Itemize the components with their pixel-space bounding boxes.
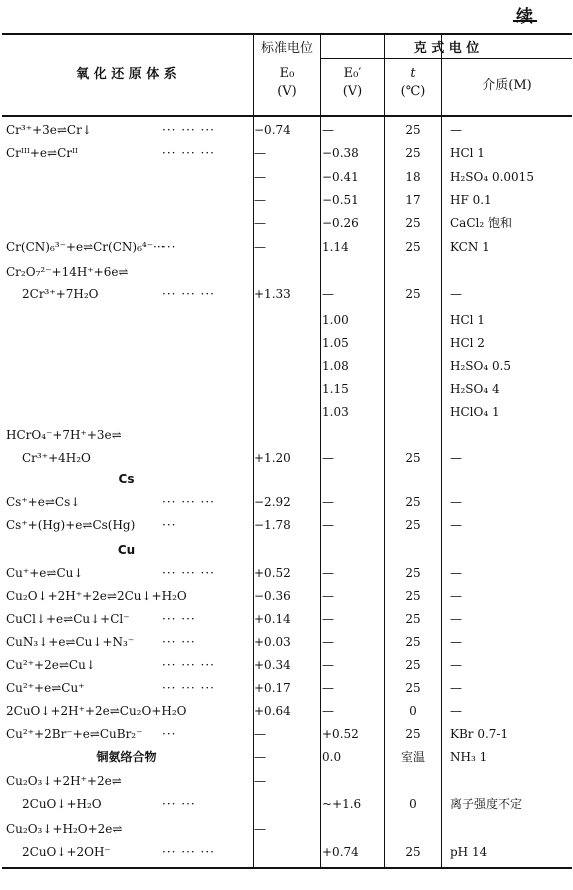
header-formal-potential: 克 式 电 位	[413, 41, 480, 56]
table-row	[0, 793, 573, 816]
temperature-value: 25	[405, 566, 421, 580]
medium-value: H₂SO₄ 0.5	[450, 359, 512, 373]
temperature-value: 25	[405, 681, 421, 695]
standard-potential-value: +0.34	[254, 658, 291, 672]
medium-value: —	[450, 704, 462, 718]
table-row	[0, 142, 573, 165]
continued-label: 续	[516, 7, 533, 27]
medium-value: —	[450, 658, 462, 672]
temperature-value: 25	[405, 287, 421, 301]
temperature-value: 25	[405, 635, 421, 649]
temperature-value: 25	[405, 518, 421, 532]
formal-potential-subrule	[321, 58, 572, 59]
standard-potential-value: —	[254, 774, 266, 788]
header-system: 氧 化 还 原 体 系	[76, 67, 177, 82]
temperature-value: 25	[405, 495, 421, 509]
table-bottom-rule	[2, 867, 572, 869]
medium-value: H₂SO₄ 4	[450, 382, 500, 396]
table-row	[0, 654, 573, 677]
formal-potential-value: —	[322, 658, 334, 672]
medium-value: —	[450, 635, 462, 649]
table-row	[0, 677, 573, 700]
header-t: t	[410, 66, 416, 81]
medium-value: NH₃ 1	[450, 750, 488, 764]
medium-value: —	[450, 495, 462, 509]
table-row	[0, 401, 573, 424]
table-row	[0, 585, 573, 608]
medium-value: HClO₄ 1	[450, 405, 500, 419]
leader-dots: ··· ···	[162, 635, 196, 649]
standard-potential-value: +1.33	[254, 287, 291, 301]
formal-potential-value: —	[322, 635, 334, 649]
redox-system: 铜氨络合物	[96, 750, 157, 764]
redox-system: Cs⁺+(Hg)+e⇌Cs(Hg)	[6, 518, 136, 532]
redox-system: CuCl↓+e⇌Cu↓+Cl⁻	[6, 612, 130, 626]
leader-dots: ··· ··· ···	[162, 658, 215, 672]
redox-system: Cu²⁺+2e⇌Cu↓	[6, 658, 96, 672]
medium-value: pH 14	[450, 845, 488, 859]
standard-potential-value: —	[254, 170, 266, 184]
formal-potential-value: —	[322, 495, 334, 509]
formal-potential-value: —	[322, 681, 334, 695]
medium-value: KBr 0.7-1	[450, 727, 509, 741]
standard-potential-value: —	[254, 727, 266, 741]
header-e0p-unit: (V)	[342, 84, 363, 99]
table-row	[0, 236, 573, 259]
standard-potential-value: −1.78	[254, 518, 291, 532]
temperature-value: 25	[405, 146, 421, 160]
medium-value: —	[450, 518, 462, 532]
formal-potential-value: —	[322, 287, 334, 301]
formal-potential-value: —	[322, 612, 334, 626]
table-row	[0, 189, 573, 212]
standard-potential-value: —	[254, 822, 266, 836]
formal-potential-value: −0.26	[322, 216, 359, 230]
redox-system: Cr₂O₇²⁻+14H⁺+6e⇌	[6, 265, 129, 279]
redox-system: Cu²⁺+2Br⁻+e⇌CuBr₂⁻	[6, 727, 143, 741]
header-e0p: E₀′	[343, 66, 362, 81]
table-row	[0, 166, 573, 189]
table-row	[0, 355, 573, 378]
table-row	[0, 746, 573, 769]
table-row	[0, 309, 573, 332]
leader-dots: ···	[162, 240, 177, 254]
formal-potential-value: ~+1.6	[322, 797, 362, 811]
standard-potential-value: +0.14	[254, 612, 291, 626]
formal-potential-value: 1.15	[322, 382, 349, 396]
redox-system: Cs	[118, 472, 135, 486]
temperature-value: 25	[405, 612, 421, 626]
table-row	[0, 631, 573, 654]
table-row	[0, 424, 573, 447]
formal-potential-value: −0.51	[322, 193, 359, 207]
header-medium: 介质(M)	[482, 78, 532, 93]
formal-potential-value: −0.41	[322, 170, 359, 184]
temperature-value: 25	[405, 123, 421, 137]
medium-value: —	[450, 123, 462, 137]
table-row	[0, 723, 573, 746]
redox-system: HCrO₄⁻+7H⁺+3e⇌	[6, 428, 122, 442]
standard-potential-value: −0.36	[254, 589, 291, 603]
table-row	[0, 468, 573, 491]
header-e0-unit: (V)	[277, 84, 297, 99]
redox-system: 2CuO↓+H₂O	[22, 797, 102, 811]
table-row	[0, 841, 573, 864]
standard-potential-value: —	[254, 216, 266, 230]
redox-system: Cu⁺+e⇌Cu↓	[6, 566, 84, 580]
medium-value: —	[450, 612, 462, 626]
table-row	[0, 261, 573, 284]
temperature-value: 室温	[400, 750, 425, 764]
redox-system: Cu₂O↓+2H⁺+2e⇌2Cu↓+H₂O	[6, 589, 187, 603]
table-row	[0, 447, 573, 470]
table-row	[0, 378, 573, 401]
leader-dots: ··· ··· ···	[162, 845, 215, 859]
redox-system: Cu₂O₃↓+H₂O+2e⇌	[6, 822, 123, 836]
table-row	[0, 539, 573, 562]
temperature-value: 25	[405, 845, 421, 859]
medium-value: KCN 1	[450, 240, 490, 254]
table-row	[0, 700, 573, 723]
medium-value: —	[450, 287, 462, 301]
formal-potential-value: 0.0	[322, 750, 342, 764]
medium-value: —	[450, 451, 462, 465]
redox-system: 2CuO↓+2H⁺+2e⇌Cu₂O+H₂O	[6, 704, 187, 718]
formal-potential-value: —	[322, 589, 334, 603]
temperature-value: 0	[409, 797, 417, 811]
medium-value: HCl 1	[450, 313, 485, 327]
formal-potential-value: −0.38	[322, 146, 359, 160]
formal-potential-value: 1.14	[322, 240, 349, 254]
temperature-value: 25	[405, 451, 421, 465]
standard-potential-value: +0.17	[254, 681, 291, 695]
standard-potential-value: —	[254, 146, 266, 160]
leader-dots: ··· ··· ···	[162, 146, 215, 160]
leader-dots: ··· ··· ···	[162, 681, 215, 695]
continued-rule	[513, 20, 537, 22]
standard-potential-value: —	[254, 193, 266, 207]
formal-potential-value: 1.00	[322, 313, 349, 327]
table-row	[0, 119, 573, 142]
redox-system: Crᴵᴵᴵ+e⇌Crᴵᴵ	[6, 146, 78, 160]
table-row	[0, 818, 573, 841]
medium-value: HF 0.1	[450, 193, 492, 207]
table-top-rule	[2, 33, 572, 35]
temperature-value: 18	[405, 170, 421, 184]
table-row	[0, 283, 573, 306]
leader-dots: ···	[162, 518, 177, 532]
temperature-value: 25	[405, 727, 421, 741]
medium-value: 离子强度不定	[450, 797, 523, 811]
redox-system: Cu₂O₃↓+2H⁺+2e⇌	[6, 774, 122, 788]
leader-dots: ··· ···	[162, 612, 196, 626]
temperature-value: 0	[409, 704, 417, 718]
medium-value: —	[450, 566, 462, 580]
redox-system: Cr³⁺+3e⇌Cr↓	[6, 123, 92, 137]
standard-potential-value: −2.92	[254, 495, 291, 509]
header-e0: E₀	[279, 66, 295, 81]
formal-potential-value: 1.08	[322, 359, 349, 373]
table-row	[0, 514, 573, 537]
medium-value: —	[450, 681, 462, 695]
standard-potential-value: +1.20	[254, 451, 291, 465]
temperature-value: 25	[405, 589, 421, 603]
standard-potential-value: —	[254, 750, 266, 764]
redox-system: 2Cr³⁺+7H₂O	[22, 287, 99, 301]
header-standard-potential: 标准电位	[260, 41, 313, 56]
redox-system: Cu²⁺+e⇌Cu⁺	[6, 681, 85, 695]
temperature-value: 25	[405, 240, 421, 254]
formal-potential-value: 1.03	[322, 405, 349, 419]
redox-system: Cr³⁺+4H₂O	[22, 451, 91, 465]
leader-dots: ··· ··· ···	[162, 123, 215, 137]
redox-system: 2CuO↓+2OH⁻	[22, 845, 111, 859]
formal-potential-value: 1.05	[322, 336, 349, 350]
table-row	[0, 770, 573, 793]
formal-potential-value: —	[322, 704, 334, 718]
standard-potential-value: +0.03	[254, 635, 291, 649]
medium-value: CaCl₂ 饱和	[450, 216, 512, 230]
formal-potential-value: —	[322, 518, 334, 532]
redox-system: Cs⁺+e⇌Cs↓	[6, 495, 81, 509]
medium-value: HCl 2	[450, 336, 485, 350]
leader-dots: ··· ··· ···	[162, 287, 215, 301]
medium-value: —	[450, 589, 462, 603]
redox-system: Cr(CN)₆³⁻+e⇌Cr(CN)₆⁴⁻···	[6, 240, 165, 254]
standard-potential-value: −0.74	[254, 123, 291, 137]
header-bottom-rule	[2, 115, 572, 117]
table-row	[0, 491, 573, 514]
table-row	[0, 332, 573, 355]
leader-dots: ···	[162, 727, 177, 741]
leader-dots: ··· ···	[162, 797, 196, 811]
temperature-value: 25	[405, 216, 421, 230]
medium-value: HCl 1	[450, 146, 485, 160]
temperature-value: 25	[405, 658, 421, 672]
medium-value: H₂SO₄ 0.0015	[450, 170, 534, 184]
leader-dots: ··· ··· ···	[162, 566, 215, 580]
header-t-unit: (℃)	[400, 84, 426, 99]
table-row	[0, 608, 573, 631]
formal-potential-value: —	[322, 123, 334, 137]
formal-potential-value: +0.74	[322, 845, 359, 859]
formal-potential-value: —	[322, 451, 334, 465]
standard-potential-value: —	[254, 240, 266, 254]
standard-potential-value: +0.64	[254, 704, 291, 718]
table-row	[0, 212, 573, 235]
redox-system: CuN₃↓+e⇌Cu↓+N₃⁻	[6, 635, 135, 649]
formal-potential-value: +0.52	[322, 727, 359, 741]
redox-system: Cu	[117, 543, 136, 557]
temperature-value: 17	[405, 193, 421, 207]
formal-potential-value: —	[322, 566, 334, 580]
standard-potential-value: +0.52	[254, 566, 291, 580]
leader-dots: ··· ··· ···	[162, 495, 215, 509]
table-row	[0, 562, 573, 585]
